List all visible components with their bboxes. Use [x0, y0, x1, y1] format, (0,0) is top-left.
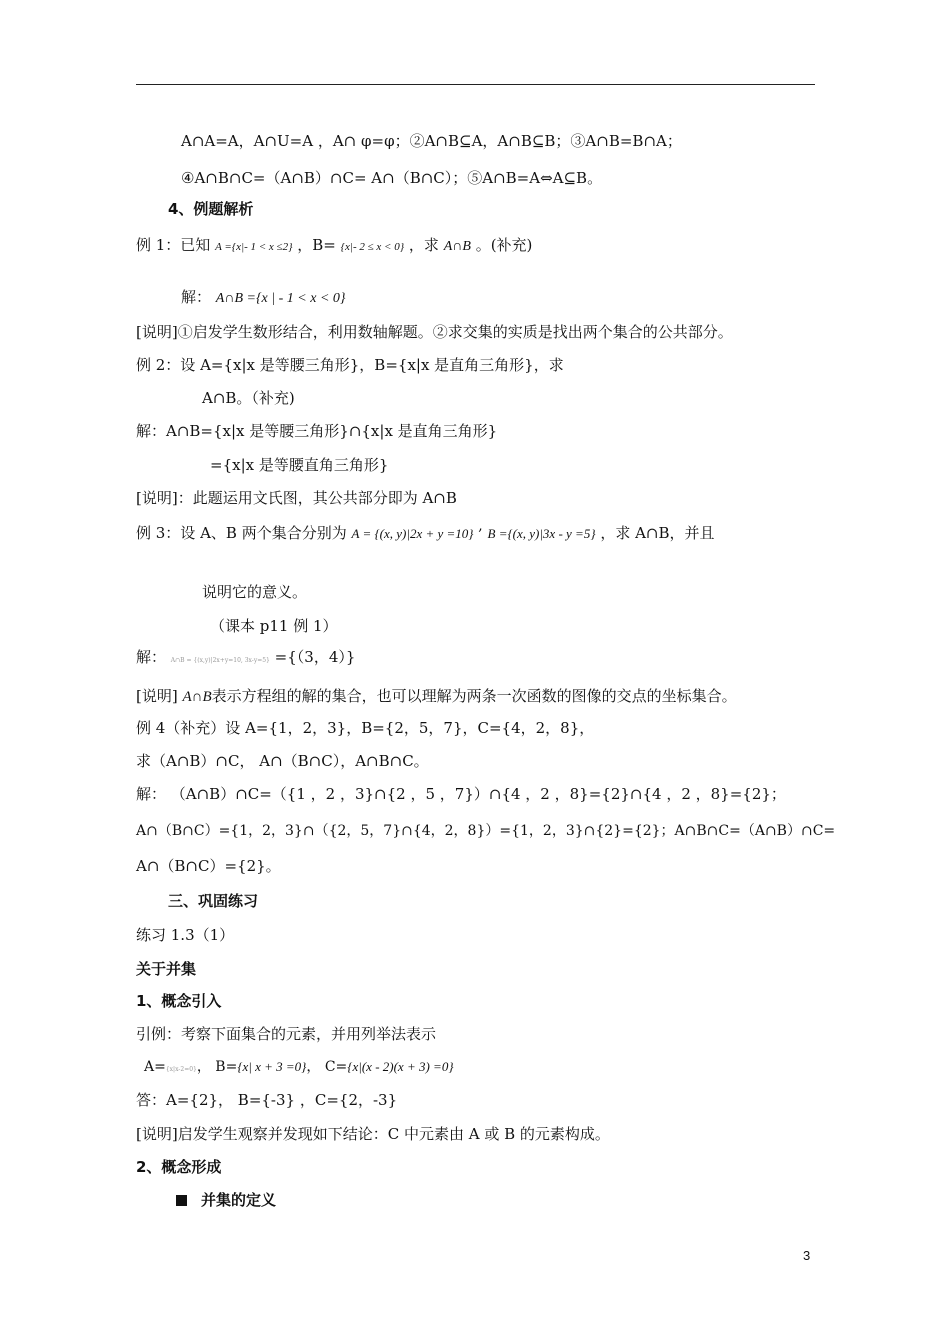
solution-4-c: A∩（B∩C）={2}。 [136, 857, 281, 875]
example-3-prefix: 例 3：设 A、B 两个集合分别为 [136, 524, 347, 542]
sets-line [144, 1057, 454, 1080]
solution-3-result: ={（3，4）} [274, 648, 356, 666]
solution-1 [181, 287, 346, 309]
example-1-tail: 。(补充) [475, 236, 533, 254]
note-2: [说明]：此题运用文氏图，其公共部分即为 A∩B [136, 489, 457, 507]
square-bullet-icon [176, 1195, 187, 1206]
note-3-label: [说明] [136, 687, 178, 705]
solution-3-system: A∩B = {(x,y)|2x+y=10, 3x-y=5} [170, 657, 270, 664]
solution-4-a: 解： （A∩B）∩C=（{1 ，2 ，3}∩{2 ，5 ，7}）∩{4 ，2 ，8}={2}∩{4 ，2 ，8}={2}； [136, 785, 786, 803]
heading-concept-formation: 2、概念形成 [136, 1158, 222, 1176]
example-1-b-label: ，B= [297, 236, 336, 254]
example-3-comma: , [478, 518, 483, 534]
example-4-cont: 求（A∩B）∩C， A∩（B∩C），A∩B∩C。 [136, 752, 429, 770]
heading-concept-intro: 1、概念引入 [136, 992, 222, 1010]
example-1-set-b: {x|- 2 ≤ x < 0} [340, 241, 405, 253]
definition-heading [176, 1190, 276, 1210]
note-4: [说明]启发学生观察并发现如下结论：C 中元素由 A 或 B 的元素构成。 [136, 1125, 610, 1143]
heading-examples: 4、例题解析 [168, 200, 254, 218]
note-3 [136, 686, 737, 707]
example-4: 例 4（补充）设 A={1，2，3}，B={2，5，7}，C={4，2，8}， [136, 719, 595, 737]
solution-2-a: 解：A∩B={x|x 是等腰三角形}∩{x|x 是直角三角形} [136, 422, 498, 440]
example-3-set-b: B ={(x, y)|3x - y =5} [487, 526, 596, 541]
solution-1-math: A∩B ={x | - 1 < x < 0} [215, 291, 346, 306]
example-3-ask: ，求 A∩B，并且 [600, 524, 715, 542]
example-1-ask: ，求 [408, 236, 439, 254]
sets-a-math: {x|x-2=0} [165, 1066, 197, 1073]
example-1-intersection: A∩B [443, 239, 471, 254]
note-3-intersection: A∩B [182, 689, 212, 705]
sets-b-math: {x| x + 3 =0} [237, 1059, 307, 1074]
solution-3 [136, 647, 355, 671]
heading-practice: 三、巩固练习 [168, 892, 259, 910]
line-properties-1: A∩A=A，A∩U=A ，A∩ φ=φ；②A∩B⊆A，A∩B⊆B；③A∩B=B∩A； [181, 132, 682, 150]
sets-c-label: ， C= [306, 1059, 348, 1075]
page-number: 3 [803, 1248, 811, 1263]
sets-c-math: {x|(x - 2)(x + 3) =0} [347, 1059, 454, 1074]
solution-2-b: ={x|x 是等腰直角三角形} [210, 456, 389, 474]
sets-a-label: A= [144, 1059, 166, 1075]
solution-1-prefix: 解： [181, 288, 212, 306]
practice-line: 练习 1.3（1） [136, 926, 235, 944]
example-3 [136, 518, 715, 544]
example-1-prefix: 例 1：已知 [136, 236, 211, 254]
definition-label: 并集的定义 [201, 1191, 277, 1209]
example-1-set-a: A ={x|- 1 < x ≤2} [215, 241, 293, 253]
solution-3-prefix: 解： [136, 648, 167, 666]
example-1 [136, 235, 532, 257]
sets-b-label: ， B= [196, 1059, 238, 1075]
header-rule [136, 84, 815, 85]
intro-line: 引例：考察下面集合的元素，并用列举法表示 [136, 1025, 437, 1043]
example-3-set-a: A = {(x, y)|2x + y =10} [351, 526, 474, 541]
example-2: 例 2：设 A={x|x 是等腰三角形}，B={x|x 是直角三角形}，求 [136, 356, 564, 374]
example-2-cont: A∩B。（补充) [202, 389, 295, 407]
answer-line: 答：A={2}， B={-3} ，C={2，-3} [136, 1091, 398, 1109]
example-3-cont: 说明它的意义。 [202, 583, 308, 601]
note-1: [说明]①启发学生数形结合，利用数轴解题。②求交集的实质是找出两个集合的公共部分。 [136, 323, 733, 341]
note-3-text: 表示方程组的解的集合，也可以理解为两条一次函数的图像的交点的坐标集合。 [211, 687, 737, 705]
example-3-source: （课本 p11 例 1） [210, 617, 338, 635]
line-properties-2: ④A∩B∩C=（A∩B）∩C= A∩（B∩C）；⑤A∩B=A⇔A⊆B。 [181, 169, 603, 187]
solution-4-b: A∩（B∩C）={1，2，3}∩（{2，5，7}∩{4，2，8}）={1，2，3}∩{2}={2}；A∩B∩C=（A∩B）∩C= [136, 823, 836, 839]
heading-union: 关于并集 [136, 960, 197, 978]
